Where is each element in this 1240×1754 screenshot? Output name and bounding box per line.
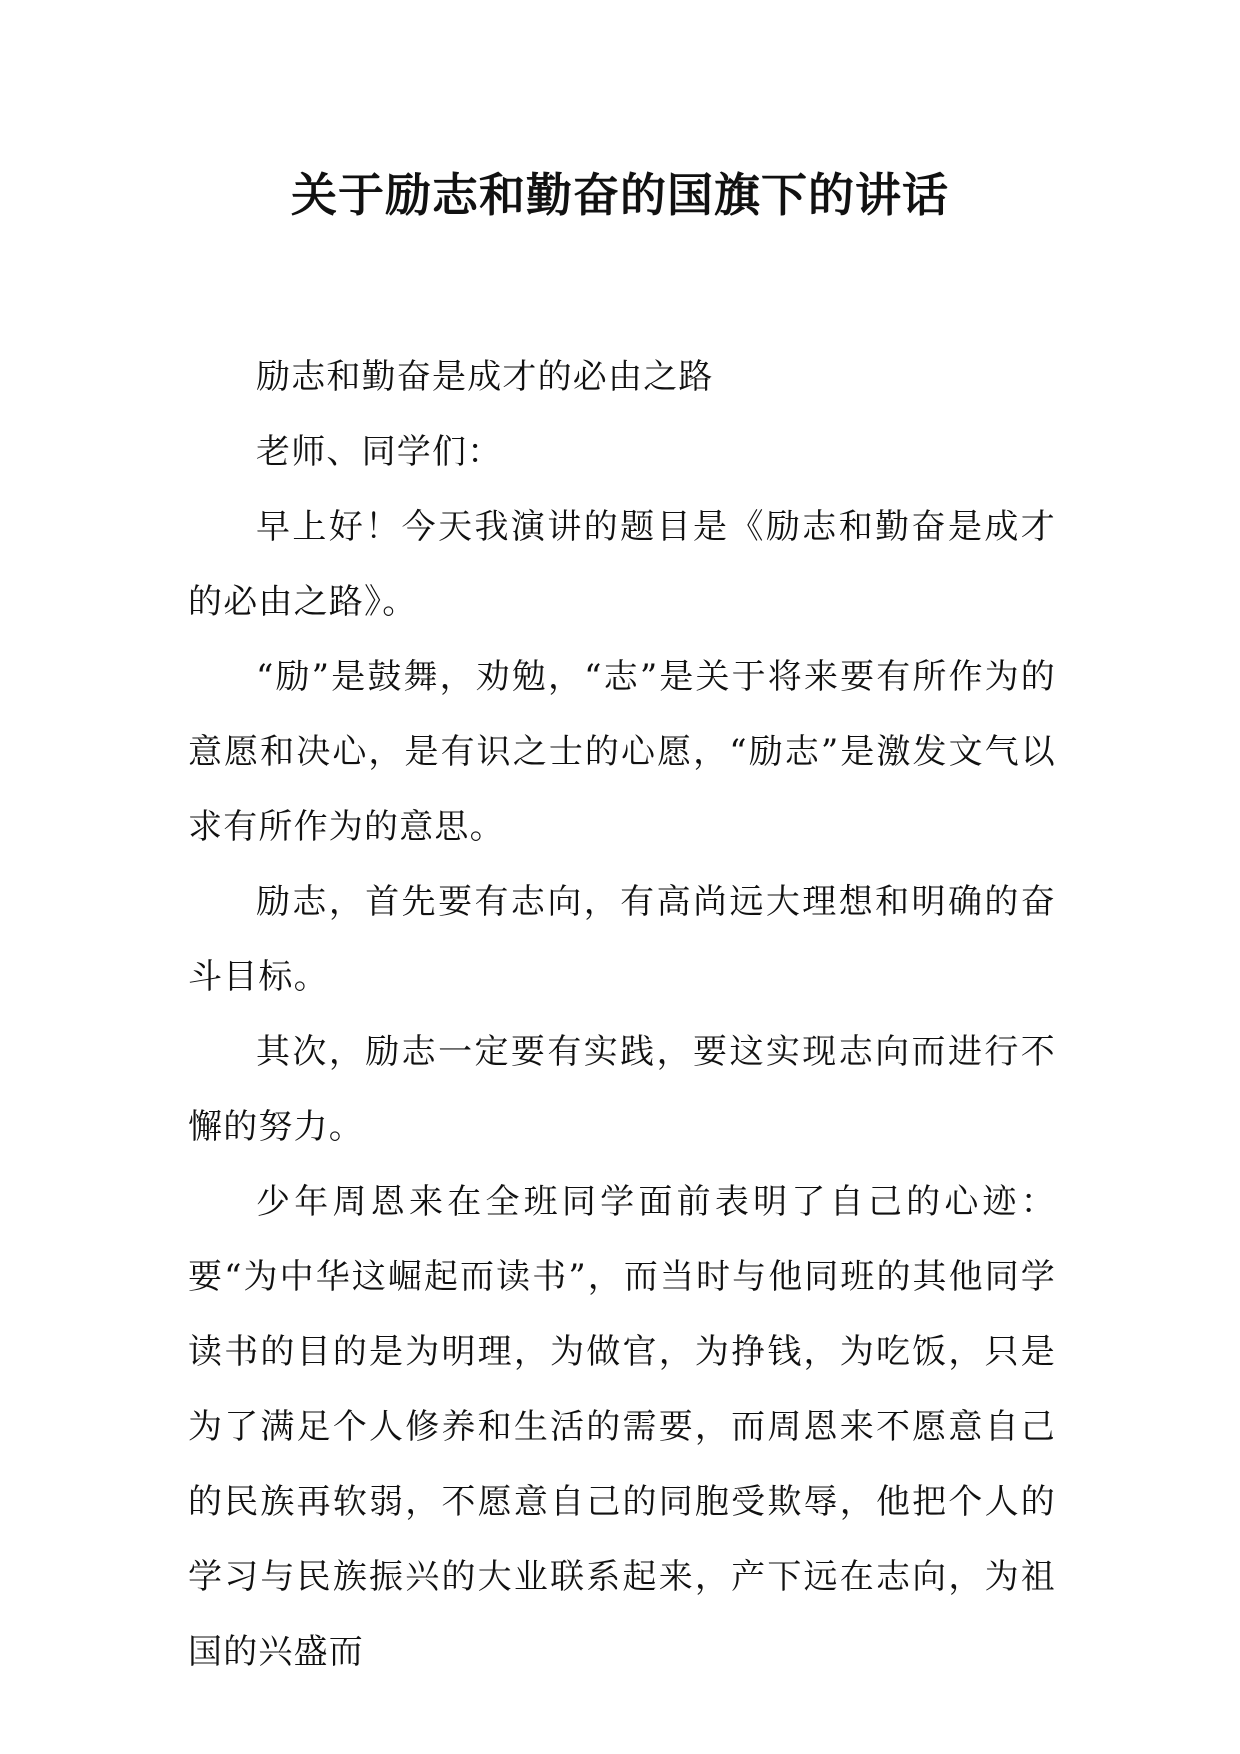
paragraph-second-point: 其次，励志一定要有实践，要这实现志向而进行不懈的努力。 — [188, 1032, 1056, 1147]
document-body — [188, 340, 1056, 1690]
paragraph-greeting: 老师、同学们： — [256, 432, 503, 472]
document-title: 关于励志和勤奋的国旗下的讲话 — [291, 168, 949, 222]
paragraph-definition: “励”是鼓舞，劝勉，“志”是关于将来要有所作为的意愿和决心，是有识之士的心愿，“励志”是激发文气以求有所作为的意思。 — [188, 657, 1056, 847]
paragraph-example: 少年周恩来在全班同学面前表明了自己的心迹：要“为中华这崛起而读书”，而当时与他同班的其他同学读书的目的是为明理，为做官，为挣钱，为吃饭，只是为了满足个人修养和生活的需要，而周恩来不愿意自己的民族再软弱，不愿意自己的同胞受欺辱，他把个人的学习与民族振兴的大业联系起来，产下远在志向，为祖国的兴盛而 — [188, 1182, 1056, 1672]
paragraph-first-point: 励志，首先要有志向，有高尚远大理想和明确的奋斗目标。 — [188, 882, 1056, 997]
paragraph-subtitle: 励志和勤奋是成才的必由之路 — [256, 357, 714, 397]
paragraph-opening: 早上好！今天我演讲的题目是《励志和勤奋是成才的必由之路》。 — [188, 507, 1056, 622]
